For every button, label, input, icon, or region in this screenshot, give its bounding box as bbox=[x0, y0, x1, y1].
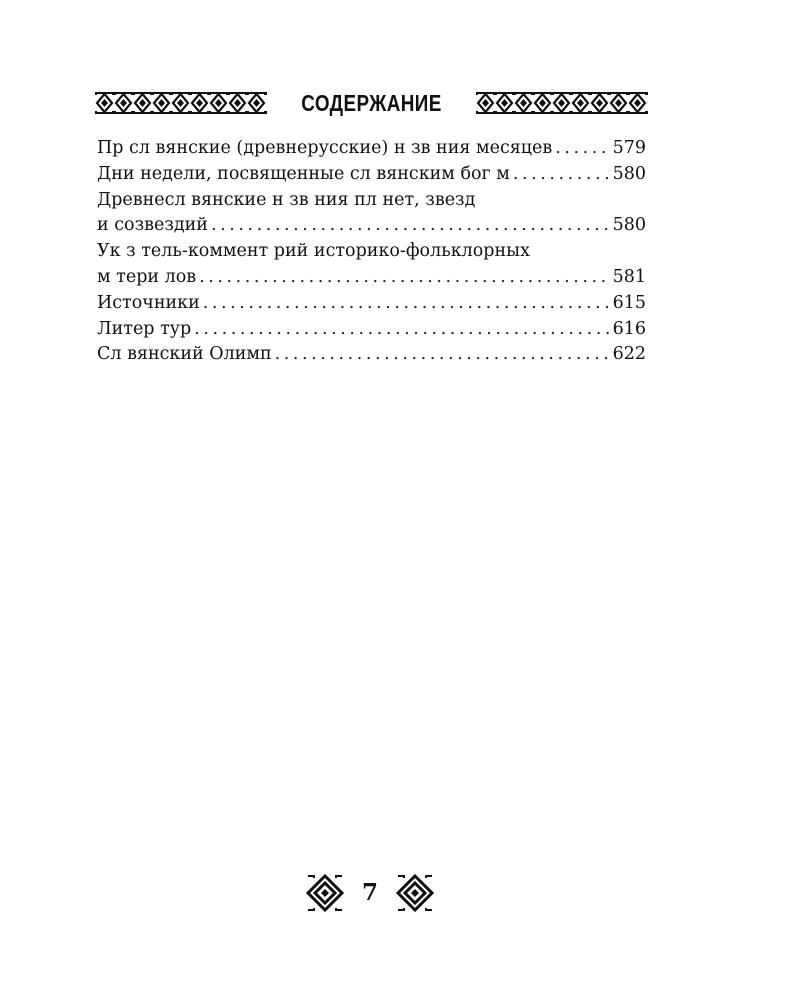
toc-entry-continued[interactable] bbox=[97, 188, 646, 214]
dot-leader bbox=[203, 291, 610, 317]
toc-entry-page: 615 bbox=[612, 292, 646, 313]
toc-entry[interactable] bbox=[97, 265, 646, 291]
ornament-band-right-icon bbox=[476, 92, 648, 114]
toc-entry-title: Литер тур bbox=[97, 318, 192, 339]
toc-entry-title: м тери лов bbox=[97, 266, 197, 287]
dot-leader bbox=[555, 136, 609, 162]
diamond-ornament-right-icon bbox=[396, 874, 434, 912]
toc-entry-title: Сл вянский Олимп bbox=[97, 344, 272, 365]
page-title: СОДЕРЖАНИЕ bbox=[301, 90, 442, 116]
diamond-ornament-left-icon bbox=[306, 874, 344, 912]
toc-entry-continued[interactable] bbox=[97, 239, 646, 265]
toc-entry[interactable] bbox=[97, 162, 646, 188]
toc-entry-page: 580 bbox=[612, 215, 646, 236]
toc-entry-title: Древнесл вянские н зв ния пл нет, звезд bbox=[97, 189, 476, 210]
table-of-contents bbox=[97, 136, 646, 368]
toc-entry-page: 579 bbox=[612, 138, 646, 158]
toc-entry-title: Ук з тель-коммент рий историко-фольклорных bbox=[97, 241, 530, 262]
toc-entry-title: Пр сл вянские (древнерусские) н зв ния месяцев bbox=[97, 138, 553, 158]
toc-entry-page: 616 bbox=[612, 318, 646, 339]
dot-leader bbox=[194, 317, 609, 343]
toc-entry[interactable] bbox=[97, 317, 646, 343]
dot-leader bbox=[275, 342, 610, 368]
page-number: 7 bbox=[361, 879, 378, 906]
toc-entry[interactable] bbox=[97, 136, 646, 162]
toc-entry-page: 580 bbox=[612, 163, 646, 184]
toc-entry[interactable] bbox=[97, 213, 646, 239]
ornament-band-left-icon bbox=[95, 92, 267, 114]
toc-entry-title: Источники bbox=[97, 292, 200, 313]
dot-leader bbox=[513, 162, 610, 188]
toc-entry[interactable] bbox=[97, 291, 646, 317]
toc-entry-page: 622 bbox=[612, 344, 646, 365]
toc-entry-title: Дни недели, посвященные сл вянским бог м bbox=[97, 163, 510, 184]
contents-header bbox=[95, 86, 648, 120]
dot-leader bbox=[199, 265, 609, 291]
toc-entry-page: 581 bbox=[612, 266, 646, 287]
toc-entry[interactable] bbox=[97, 342, 646, 368]
dot-leader bbox=[211, 213, 610, 239]
page-footer bbox=[300, 870, 440, 914]
toc-entry-title: и созвездий bbox=[97, 215, 208, 236]
